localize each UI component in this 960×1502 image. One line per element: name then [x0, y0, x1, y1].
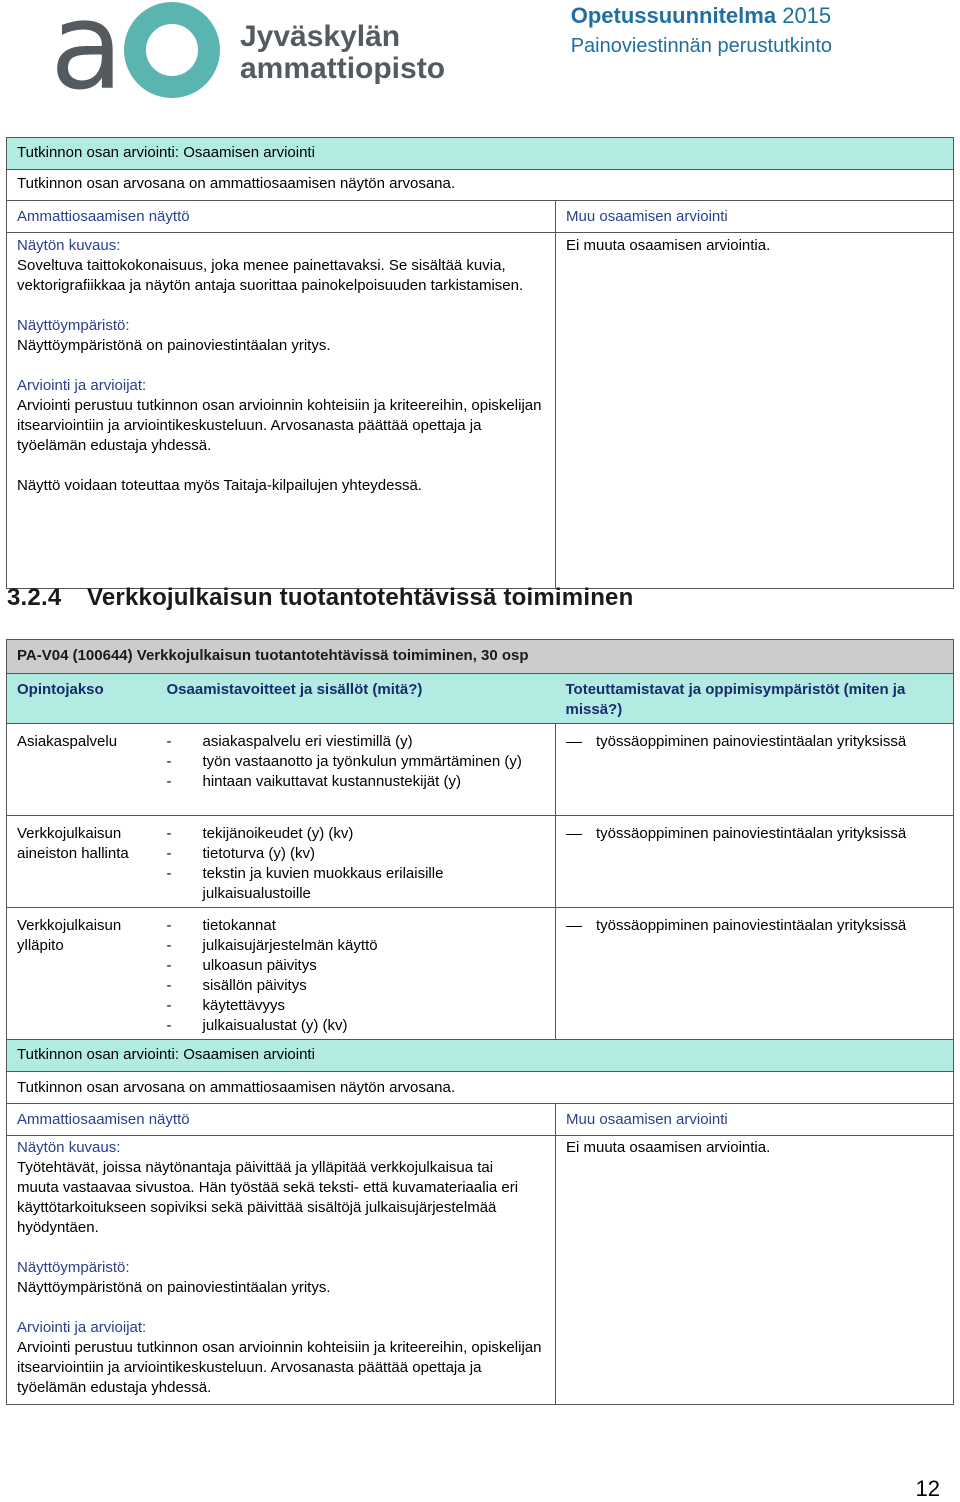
grade-text	[7, 170, 954, 201]
list-item: - julkaisujärjestelmän käyttö	[167, 936, 546, 956]
header-title-year: 2015	[782, 3, 832, 28]
demo-header-2: Ammattiosaamisen näyttö	[7, 1104, 556, 1136]
env-label-2: Näyttöympäristö:	[17, 1259, 130, 1276]
document-header	[571, 3, 832, 59]
other-text: Ei muuta osaamisen arviointia.	[566, 237, 771, 254]
list-item: - sisällön päivitys	[167, 976, 546, 996]
list-item: - käytettävyys	[167, 996, 546, 1016]
col-header-tavoitteet: Osaamistavoitteet ja sisällöt (mitä?)	[157, 674, 556, 724]
row-name: Asiakaspalvelu	[7, 724, 157, 816]
header-title	[571, 3, 832, 29]
eval-label-2: Arviointi ja arvioijat:	[17, 1319, 147, 1336]
grade-text-value: Tutkinnon osan arvosana on ammattiosaamisen näytön arvosana.	[17, 175, 456, 192]
row-items	[157, 724, 556, 816]
list-item: työssäoppiminen painoviestintäalan yrityksissä	[566, 824, 943, 844]
eval-text-2: Arviointi perustuu tutkinnon osan arvioinnin kohteisiin ja kriteereihin, opiskelijan itsearviointiin ja arviointikeskusteluun. Arvosanasta päättää opettaja ja työelämän edustaja yhdessä.	[17, 1339, 542, 1396]
list-item: - hintaan vaikuttavat kustannustekijät (y)	[167, 772, 546, 792]
table-row	[7, 908, 954, 1040]
logo-letter-a: a	[50, 0, 124, 98]
section-title: Verkkojulkaisun tuotantotehtävissä toimiminen	[87, 584, 634, 611]
env-text-2: Näyttöympäristönä on painoviestintäalan yritys.	[17, 1279, 331, 1296]
header-title-bold: Opetussuunnitelma	[570, 3, 777, 28]
logo-letter-o	[135, 13, 209, 87]
row-name: Verkkojulkaisun ylläpito	[7, 908, 157, 1040]
logo-line-2: ammattiopisto	[240, 52, 446, 85]
env-label: Näyttöympäristö:	[17, 317, 130, 334]
section-heading	[7, 584, 634, 611]
col-header-toteutus: Toteuttamistavat ja oppimisympäristöt (miten ja missä?)	[556, 674, 954, 724]
env-text: Näyttöympäristönä on painoviestintäalan yritys.	[17, 337, 331, 354]
grade-text-2: Tutkinnon osan arvosana on ammattiosaamisen näytön arvosana.	[7, 1072, 954, 1104]
list-item: - asiakaspalvelu eri viestimillä (y)	[167, 732, 546, 752]
col-header-opintojakso: Opintojakso	[7, 674, 157, 724]
eval-label: Arviointi ja arvioijat:	[17, 377, 147, 394]
other-text-2: Ei muuta osaamisen arviointia.	[566, 1139, 771, 1156]
list-item: - tietoturva (y) (kv)	[167, 844, 546, 864]
table-row	[7, 816, 954, 908]
desc-label: Näytön kuvaus:	[17, 237, 121, 254]
other-details	[556, 233, 954, 589]
jyvaskyla-ammattiopisto-logo	[50, 0, 450, 98]
other-header: Muu osaamisen arviointi	[556, 201, 954, 233]
desc-text: Soveltuva taittokokonaisuus, joka menee painettavaksi. Se sisältää kuvia, vektorigrafiikkaa ja näytön antaja suorittaa painokelpoisuuden tarkistamisen.	[17, 257, 524, 294]
table-row	[7, 724, 954, 816]
logo-line-1: Jyväskylän	[240, 20, 401, 53]
extra-text: Näyttö voidaan toteuttaa myös Taitaja-kilpailujen yhteydessä.	[17, 477, 422, 494]
row-methods	[556, 908, 954, 1040]
assessment-title	[7, 138, 954, 170]
demo-details	[7, 233, 556, 589]
list-item: - julkaisualustat (y) (kv)	[167, 1016, 546, 1036]
other-header-2: Muu osaamisen arviointi	[556, 1104, 954, 1136]
section-number: 3.2.4	[7, 584, 62, 611]
other-details-2	[556, 1136, 954, 1405]
desc-label-2: Näytön kuvaus:	[17, 1139, 121, 1156]
page-number: 12	[915, 1476, 940, 1501]
row-items	[157, 816, 556, 908]
demo-details-2	[7, 1136, 556, 1405]
list-item: työssäoppiminen painoviestintäalan yrityksissä	[566, 732, 943, 752]
list-item: - tekijänoikeudet (y) (kv)	[167, 824, 546, 844]
row-methods	[556, 816, 954, 908]
assessment-title-2: Tutkinnon osan arviointi: Osaamisen arviointi	[7, 1040, 954, 1072]
list-item: työssäoppiminen painoviestintäalan yrityksissä	[566, 916, 943, 936]
assessment-table-1	[6, 137, 954, 589]
list-item: - ulkoasun päivitys	[167, 956, 546, 976]
demo-header: Ammattiosaamisen näyttö	[7, 201, 556, 233]
assessment-title-text: Tutkinnon osan arviointi: Osaamisen arviointi	[17, 144, 315, 161]
eval-text: Arviointi perustuu tutkinnon osan arvioinnin kohteisiin ja kriteereihin, opiskelijan itsearviointiin ja arviointikeskusteluun. Arvosanasta päättää opettaja ja työelämän edustaja yhdessä.	[17, 397, 542, 454]
row-items	[157, 908, 556, 1040]
module-table	[6, 639, 954, 1405]
list-item: - työn vastaanotto ja työnkulun ymmärtäminen (y)	[167, 752, 546, 772]
header-subtitle: Painoviestinnän perustutkinto	[570, 35, 832, 57]
desc-text-2: Työtehtävät, joissa näytönantaja päivittää ja ylläpitää verkkojulkaisua tai muuta vastaavaa sivustoa. Hän työstää sekä teksti- että kuvamateriaalia eri käyttötarkoitukseen sopiviksi sekä päivittää sisältöjä julkaisujärjestelmää hyödyntäen.	[17, 1159, 519, 1236]
row-name: Verkkojulkaisun aineiston hallinta	[7, 816, 157, 908]
list-item: - tietokannat	[167, 916, 546, 936]
module-title: PA-V04 (100644) Verkkojulkaisun tuotantotehtävissä toimiminen, 30 osp	[7, 640, 954, 674]
list-item: - tekstin ja kuvien muokkaus erilaisille julkaisualustoille	[167, 864, 546, 904]
row-methods	[556, 724, 954, 816]
